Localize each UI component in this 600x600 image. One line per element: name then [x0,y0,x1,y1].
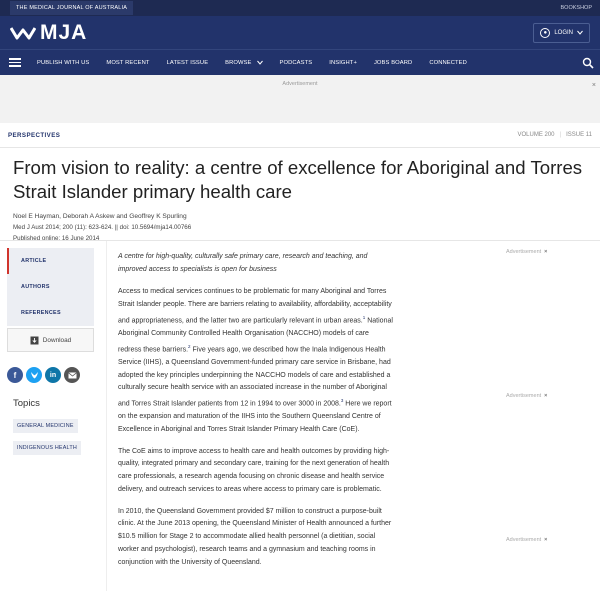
side-advertisement [506,537,547,543]
facebook-icon[interactable]: f [7,367,23,383]
close-icon[interactable]: × [544,249,548,255]
nav-insight[interactable]: INSIGHT+ [329,59,357,66]
divider: | [559,132,562,138]
close-icon[interactable]: × [591,82,596,89]
email-icon[interactable] [64,367,80,383]
issue-label[interactable]: ISSUE 11 [566,132,592,138]
login-label: LOGIN [554,29,573,36]
download-label: Download [42,336,72,344]
volume-issue [518,132,593,138]
article-content [106,241,394,591]
article-standfirst: A centre for high-quality, culturally safe primary care, research and teaching, and improved access to specialists is open for business [118,253,368,273]
close-icon[interactable]: × [544,393,548,399]
article-title: From vision to reality: a centre of excellence for Aboriginal and Torres Strait Islander primary health care [13,157,583,202]
topics-heading: Topics [13,398,40,409]
article-body-area [0,241,600,591]
nav-publish-with-us[interactable]: PUBLISH WITH US [37,59,90,66]
mja-logo[interactable] [10,21,87,45]
nav-browse[interactable] [225,60,262,66]
reference-link[interactable]: 1 [362,314,366,320]
download-button[interactable] [7,328,94,352]
journal-name-link[interactable]: THE MEDICAL JOURNAL OF AUSTRALIA [10,1,133,15]
section-bar [0,123,600,148]
share-buttons [7,367,80,383]
volume-label[interactable]: VOLUME 200 [517,132,555,138]
top-advertisement [0,75,600,123]
download-icon [30,336,39,345]
topic-tag-general-medicine[interactable]: GENERAL MEDICINE [13,419,78,433]
sidenav-authors[interactable]: AUTHORS [21,284,50,290]
article-sidenav [7,248,94,326]
section-name[interactable]: PERSPECTIVES [8,131,61,139]
article-header [0,148,600,241]
nav-browse-label: BROWSE [225,59,252,66]
logo-wordmark: MJA [40,20,88,44]
search-icon[interactable] [582,57,594,69]
article-authors[interactable]: Noel E Hayman, Deborah A Askew and Geoffrey K Spurling [13,213,187,220]
site-header [0,16,600,49]
close-icon[interactable]: × [544,537,548,543]
top-strip [0,0,600,16]
nav-most-recent[interactable]: MOST RECENT [106,59,150,66]
article-citation: Med J Aust 2014; 200 (11): 623-624. || doi: 10.5694/mja14.00766 [13,224,192,231]
article-paragraph: The CoE aims to improve access to health care and health outcomes by providing high-quality, integrated primary and secondary care, training for the next generation of health care professionals, a research agenda focusing on chronic disease and health service delivery, and outreach services to areas where access to primary care is problematic. [118,447,390,493]
nav-connected[interactable]: CONNECTED [429,59,467,66]
mja-logo-icon [10,25,36,41]
twitter-icon[interactable] [26,367,42,383]
nav-latest-issue[interactable]: LATEST ISSUE [166,59,209,66]
user-icon: ● [540,28,550,38]
reference-link[interactable]: 3 [340,398,344,404]
nav-jobs-board[interactable]: JOBS BOARD [373,59,413,66]
advertisement-label: Advertisement [506,249,542,255]
sidenav-article[interactable]: ARTICLE [7,248,94,274]
sidenav-references[interactable]: REFERENCES [21,310,61,316]
reference-link[interactable]: 2 [188,343,191,349]
published-date: Published online: 16 June 2014 [13,235,100,242]
linkedin-icon[interactable]: in [45,367,61,383]
login-button[interactable] [533,23,590,43]
main-nav [0,49,600,75]
side-advertisement [506,249,547,255]
topic-tag-indigenous-health[interactable]: INDIGENOUS HEALTH [13,441,81,455]
article-paragraph: Access to medical services continues to be problematic for many Aboriginal and Torres Strait Islander people. There are barriers relating to availability, affordability, acceptability and appropriateness, and the latter two are particularly relevant in urban areas.$^1$ National Aboriginal Community Controlled Health Organisation (NACCHO) models of care redress these barriers.$^2$ Five years ago, we described how the Inala Indigenous Health Service (IIHS), a Queensland Government-funded primary care service in Brisbane, had adopted the key principles underpinning the NACCHO models of care and established a culturally secure health service with an associated increase in the number of Aboriginal and Torres Strait Islander patients from 12 in 1994 to over 3000 in 2008.$^3$ Here we report on the expansion and maturation of the IIHS into the Southern Queensland Centre of Excellence in Aboriginal and Torres Strait Islander Primary Health Care (CoE). [118,288,393,433]
menu-icon[interactable] [9,58,21,67]
side-advertisement [506,393,547,399]
article-paragraph: In 2010, the Queensland Government provided $7 million to construct a purpose-built clinic. At the June 2013 opening, the Queensland Minister of Health announced a further $10.5 million for Stage 2 to accommodate allied health personnel (a dietitian, social worker and psychologist), research teams and a gymnasium and teaching rooms in conjunction with the University of Queensland. [118,507,392,566]
advertisement-label: Advertisement [506,537,542,543]
advertisement-label: Advertisement [506,393,542,399]
bookshop-link[interactable]: BOOKSHOP [560,5,592,11]
advertisement-label: Advertisement [282,81,318,87]
chevron-down-icon [577,30,583,35]
nav-podcasts[interactable]: PODCASTS [279,59,313,66]
chevron-down-icon [257,60,263,65]
